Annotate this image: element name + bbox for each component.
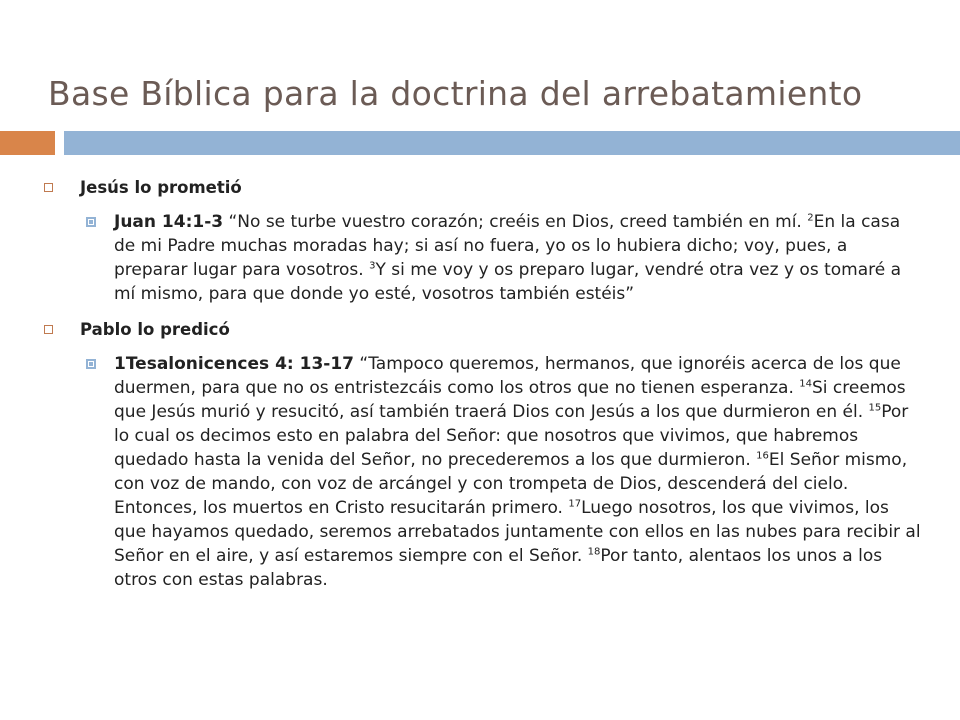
square-bullet-icon (44, 325, 53, 334)
bullet-pablo-lo-predico (44, 318, 924, 342)
accent-bar-blue (64, 131, 960, 155)
scripture-text: En la casa de mi Padre muchas moradas hay; si así no fuera, yo os lo hubiera dicho; voy, pues, a preparar lugar para vosotros. (114, 212, 901, 280)
scripture-text: “No se turbe vuestro corazón; creéis en Dios, creed también en mí. (223, 212, 808, 232)
square-bullet-icon (86, 359, 96, 369)
scripture-text: Por tanto, alentaos los unos a los otros con estas palabras. (114, 546, 883, 590)
scripture-reference: Juan 14:1-3 (114, 212, 224, 232)
scripture-text: Luego nosotros, los que vivimos, los que hayamos quedado, seremos arrebatados juntamente con ellos en las nubes para recibir al Señor en el aire, y así estaremos siempre con el Señor. (114, 498, 921, 566)
bullet-jesus-lo-prometio (44, 176, 924, 200)
verse-number: 18 (587, 546, 601, 558)
square-bullet-icon (44, 183, 53, 192)
square-bullet-icon (86, 217, 96, 227)
verse-number: 3 (369, 260, 376, 272)
scripture-text: Por lo cual os decimos esto en palabra del Señor: que nosotros que vivimos, que habremos quedado hasta la venida del Señor, no precederemos a los que durmieron. (114, 402, 909, 470)
section-heading: Pablo lo predicó (80, 320, 230, 339)
slide-title: Base Bíblica para la doctrina del arrebatamiento (48, 74, 863, 113)
verse-number: 14 (799, 378, 813, 390)
scripture-1-tesalonicenses-4 (86, 352, 924, 592)
scripture-juan-14 (86, 210, 924, 306)
scripture-reference: 1Tesalonicences 4: 13-17 (114, 354, 354, 374)
scripture-text: “Tampoco queremos, hermanos, que ignoréis acerca de los que duermen, para que no os entristezcáis como los otros que no tienen esperanza. (114, 354, 901, 398)
scripture-text: Y si me voy y os preparo lugar, vendré otra vez y os tomaré a mí mismo, para que donde yo esté, vosotros también estéis” (114, 260, 902, 304)
verse-number: 17 (568, 498, 582, 510)
verse-number: 16 (756, 450, 769, 462)
verse-number: 2 (807, 212, 814, 224)
verse-number: 15 (868, 402, 882, 414)
scripture-text: El Señor mismo, con voz de mando, con voz de arcángel y con trompeta de Dios, descenderá del cielo. Entonces, los muertos en Cristo resucitarán primero. (114, 450, 908, 518)
scripture-text: Si creemos que Jesús murió y resucitó, así también traerá Dios con Jesús a los que durmieron en él. (114, 378, 906, 422)
section-heading: Jesús lo prometió (80, 178, 242, 197)
accent-bar-orange (0, 131, 55, 155)
slide-content (44, 176, 924, 604)
